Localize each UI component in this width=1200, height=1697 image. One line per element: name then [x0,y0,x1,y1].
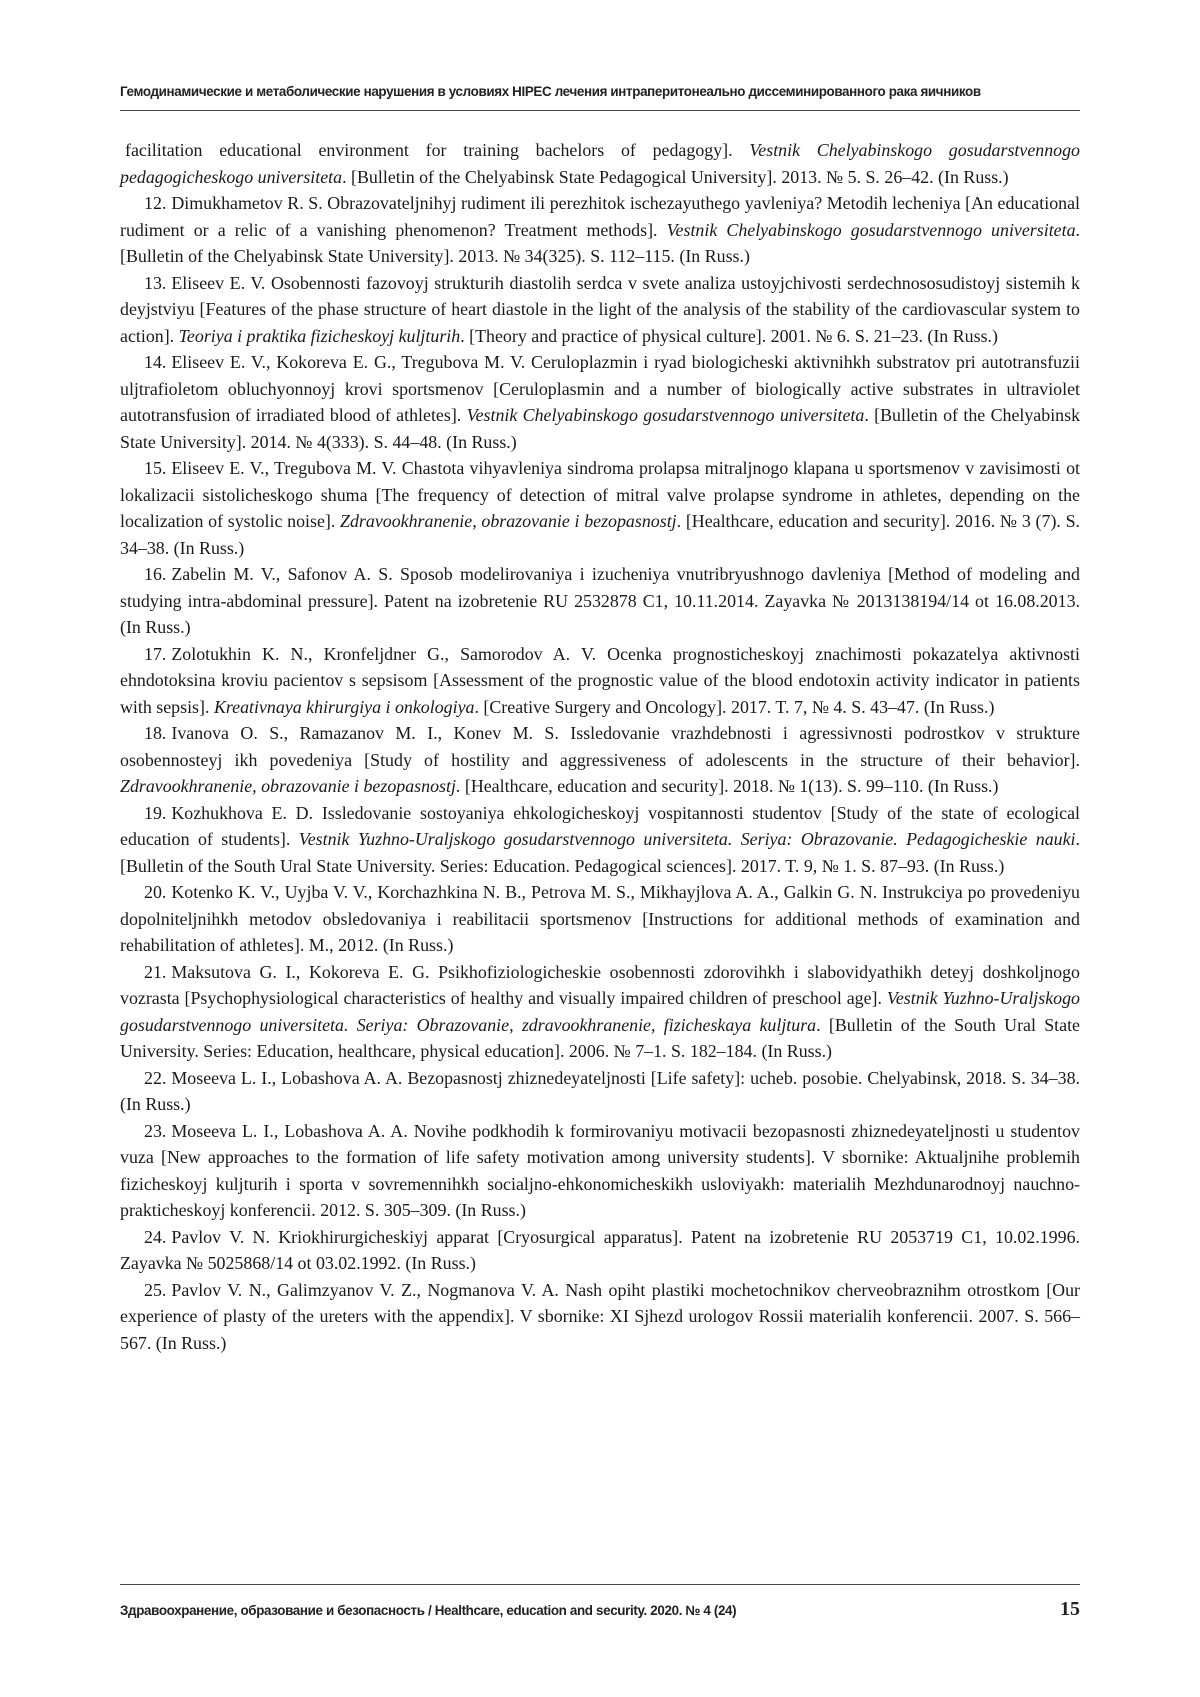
journal-title: Zdravookhranenie, obrazovanie i bezopasnostj [120,776,456,796]
reference-details: . [Theory and practice of physical culture]. 2001. № 6. S. 21–23. (In Russ.) [460,325,998,346]
reference-details: . [Bulletin of the Chelyabinsk State University]. 2014. № 4(333). S. 44–48. (In Russ.) [120,405,1081,452]
reference-text: Dimukhametov R. S. Obrazovateljnihyj rudiment ili perezhitok ischezayuthego yavleniya? Metodih lecheniya [An educational rudiment or a relic of a vanishing phenomenon? Treatment methods]. [120,193,1080,240]
reference-item [120,561,1080,641]
journal-title: Zdravookhranenie, obrazovanie i bezopasnostj [340,511,677,531]
reference-item [120,455,1080,561]
reference-item [120,270,1080,350]
footer-divider [120,1584,1080,1585]
reference-number: 18. [144,723,167,743]
reference-item [120,349,1080,455]
reference-number: 24. [144,1226,167,1247]
reference-text: Zabelin M. V., Safonov A. S. Sposob modelirovaniya i izucheniya vnutribryushnogo davleniya [Method of modeling and studying intra-abdominal pressure]. Patent na izobretenie RU 2532878 C1, 10.11.2014. Zayavka № 2013138194/14 ot 16.08.2013. (In Russ.) [120,564,1080,637]
reference-details: . [Bulletin of the Chelyabinsk State Pedagogical University]. 2013. № 5. S. 26–42. (In Russ.) [342,166,1009,187]
reference-item [120,1224,1080,1277]
reference-item [120,190,1080,270]
reference-number: 20. [144,882,167,902]
reference-text: Moseeva L. I., Lobashova A. A. Bezopasnostj zhiznedeyateljnosti [Life safety]: ucheb. posobie. Chelyabinsk, 2018. S. 34–38. (In Russ.) [120,1067,1080,1114]
reference-number: 17. [144,643,167,664]
journal-title: Kreativnaya khirurgiya i onkologiya [213,696,475,717]
reference-text: Eliseev E. V. Osobennosti fazovoyj strukturih diastolih serdca v svete analiza ustoyjchivosti serdechnososudistoyj sistemih k deyjstviyu [Features of the phase structure of heart diastole in the light of the analysis of the stability of the cardiovascular system to action]. [120,272,1080,346]
journal-title: Vestnik Yuzhno-Uraljskogo gosudarstvennogo universiteta. Seriya: Obrazovanie. Pedagogicheskie nauki [298,829,1076,849]
reference-text: Pavlov V. N., Galimzyanov V. Z., Nogmanova V. A. Nash opiht plastiki mochetochnikov cherveobraznihm otrostkom [Our experience of plasty of the ureters with the appendix]. V sbornike: XI Sjhezd urologov Rossii materialih konferencii. 2007. S. 566–567. (In Russ.) [120,1279,1080,1353]
reference-item [120,1118,1080,1224]
reference-item [120,1277,1080,1357]
header-divider [120,110,1080,111]
reference-text: Maksutova G. I., Kokoreva E. G. Psikhofiziologicheskie osobennosti zdorovihkh i slabovidyathikh deteyj doshkoljnogo vozrasta [Psychophysiological characteristics of healthy and visually impaired children of preschool age]. [120,961,1080,1008]
reference-text: Kozhukhova E. D. Issledovanie sostoyaniya ehkologicheskoyj vospitannosti studentov [Study of the state of ecological education of students]. [120,802,1080,849]
journal-title: Teoriya i praktika fizicheskoyj kuljturih [178,325,461,346]
reference-details: . [Bulletin of the Chelyabinsk State University]. 2013. № 34(325). S. 112–115. (In Russ.) [120,219,1081,266]
reference-number: 12. [144,193,167,213]
reference-number: 23. [144,1120,167,1141]
journal-title: Vestnik Chelyabinskogo gosudarstvennogo universiteta [466,405,865,425]
reference-list [120,137,1080,1356]
reference-number: 16. [144,564,167,584]
reference-details: . [Creative Surgery and Oncology]. 2017. T. 7, № 4. S. 43–47. (In Russ.) [474,696,995,717]
footer-journal-line: Здравоохранение, образование и безопасность / Healthcare, education and security. 2020. № 4 (24) [120,1603,737,1618]
reference-text: Moseeva L. I., Lobashova A. A. Novihe podkhodih k formirovaniyu motivacii bezopasnosti zhiznedeyateljnosti u studentov vuza [New approaches to the formation of life safety motivation among university students]. V sbornike: Aktualjnihe problemih fizicheskoyj kuljturih i sporta v sovremennihkh socialjno-ehkonomicheskikh usloviyakh: materialih Mezhdunarodnoyj nauchno-prakticheskoyj konferencii. 2012. S. 305–309. (In Russ.) [120,1120,1080,1220]
reference-details: . [Bulletin of the South Ural State University. Series: Education, healthcare, physical education]. 2006. № 7–1. S. 182–184. (In Russ.) [120,1014,1080,1061]
journal-title: Vestnik Yuzhno-Uraljskogo gosudarstvennogo universiteta. Seriya: Obrazovanie, zdravookhranenie, fizicheskaya kuljtura [120,988,1080,1035]
reference-item [120,959,1080,1065]
reference-item [120,720,1080,800]
reference-item [120,1065,1080,1118]
reference-number: 19. [144,802,167,823]
reference-number: 15. [144,458,167,478]
reference-text: Zolotukhin K. N., Kronfeljdner G., Samorodov A. V. Ocenka prognosticheskoyj znachimosti pokazatelya aktivnosti ehndotoksina kroviu pacientov s sepsisom [Assessment of the prognostic value of the blood endotoxin activity indicator in patients with sepsis]. [120,643,1080,717]
reference-text: Eliseev E. V., Kokoreva E. G., Tregubova M. V. Ceruloplazmin i ryad biologicheski aktivnihkh substratov pri autotransfuzii uljtrafioletom obluchyonnoyj krovi sportsmenov [Ceruloplasmin and a number of biologically active substrates in ultraviolet autotransfusion of irradiated blood of athletes]. [120,352,1080,425]
reference-text: Ivanova O. S., Ramazanov M. I., Konev M. S. Issledovanie vrazhdebnosti i agressivnosti podrostkov v strukture osobennosteyj ikh povedeniya [Study of hostility and aggressiveness of adolescents in the structure of their behavior]. [120,723,1080,770]
reference-details: . [Healthcare, education and security]. 2018. № 1(13). S. 99–110. (In Russ.) [455,776,999,796]
reference-item [120,879,1080,959]
reference-text: Eliseev E. V., Tregubova M. V. Chastota vihyavleniya sindroma prolapsa mitraljnogo klapana u sportsmenov v zavisimosti ot lokalizacii sistolicheskogo shuma [The frequency of detection of mitral valve prolapse syndrome in athletes, depending on the localization of systolic noise]. [120,458,1080,531]
reference-item-continued [120,137,1080,190]
reference-number: 14. [144,352,167,372]
reference-number: 25. [144,1279,167,1300]
journal-title: Vestnik Chelyabinskogo gosudarstvennogo pedagogicheskogo universiteta [120,140,1080,187]
reference-text: facilitation educational environment for training bachelors of pedagogy]. [125,140,750,160]
journal-title: Vestnik Chelyabinskogo gosudarstvennogo universiteta [666,219,1076,240]
reference-item [120,800,1080,880]
reference-number: 21. [144,961,167,982]
reference-item [120,641,1080,721]
running-header: Гемодинамические и метаболические нарушения в условиях HIPEC лечения интраперитонеально диссеминированного рака яичников [120,84,981,99]
reference-number: 22. [144,1067,167,1088]
reference-text: Pavlov V. N. Kriokhirurgicheskiyj apparat [Cryosurgical apparatus]. Patent na izobretenie RU 2053719 C1, 10.02.1996. Zayavka № 5025868/14 ot 03.02.1992. (In Russ.) [120,1226,1080,1273]
reference-number: 13. [144,272,167,293]
page-number: 15 [1060,1598,1080,1620]
reference-text: Kotenko K. V., Uyjba V. V., Korchazhkina N. B., Petrova M. S., Mikhayjlova A. A., Galkin G. N. Instrukciya po provedeniyu dopolniteljnihkh metodov obsledovaniya i reabilitacii sportsmenov [Instructions for additional methods of examination and rehabilitation of athletes]. M., 2012. (In Russ.) [120,882,1080,955]
reference-details: . [Bulletin of the South Ural State University. Series: Education. Pedagogical sciences]. 2017. T. 9, № 1. S. 87–93. (In Russ.) [120,829,1080,876]
reference-details: . [Healthcare, education and security]. 2016. № 3 (7). S. 34–38. (In Russ.) [120,511,1081,558]
